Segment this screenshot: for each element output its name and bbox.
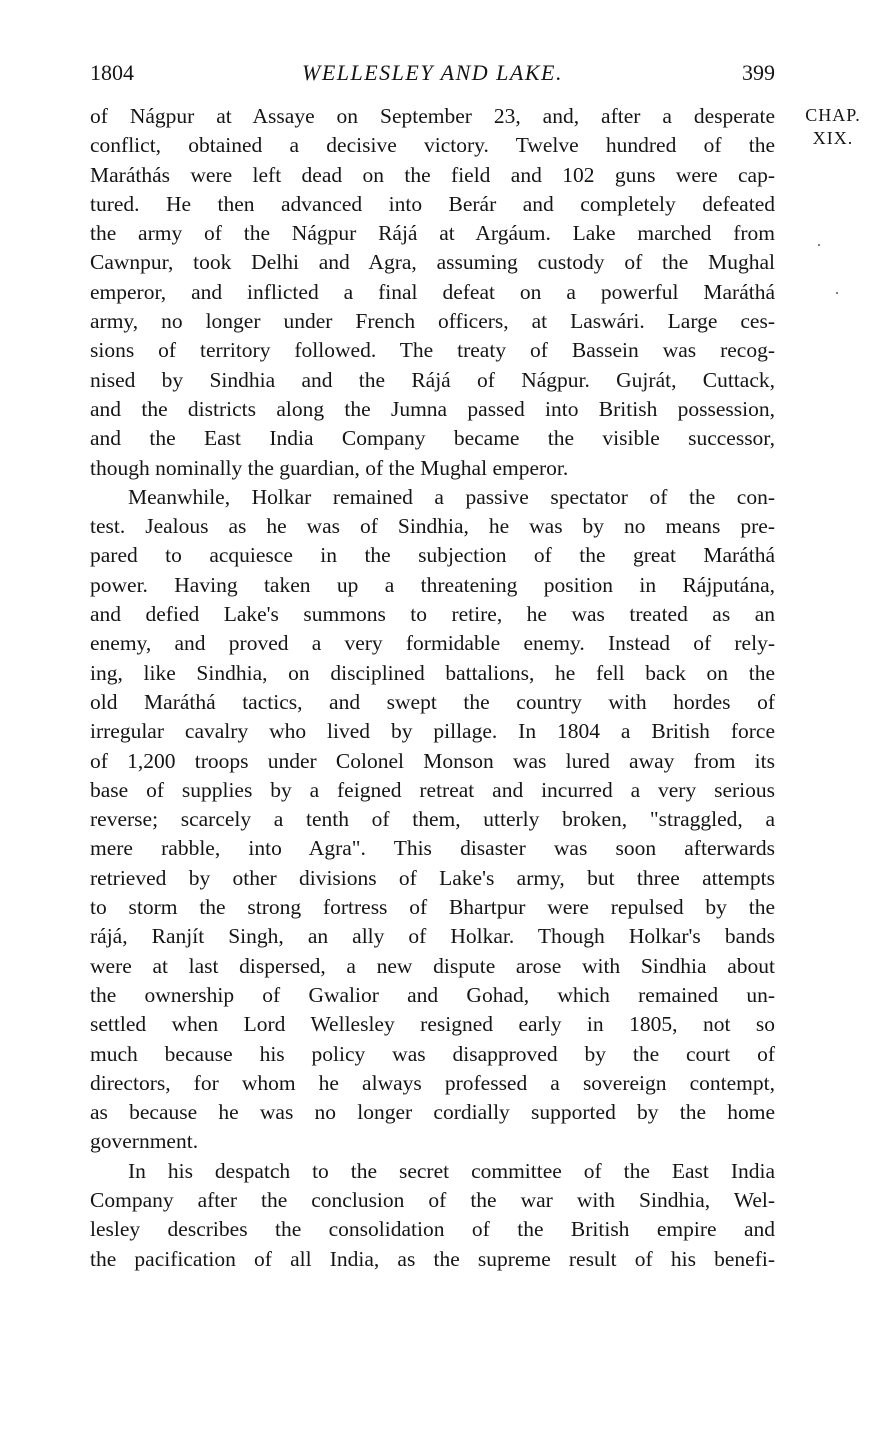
text-line: the pacification of all India, as the supreme result of his benefi-: [90, 1246, 775, 1271]
scan-speck: [836, 292, 838, 294]
text-line: much because his policy was disapproved by the court of: [90, 1041, 775, 1066]
text-line: sions of territory followed. The treaty of Bassein was recog-: [90, 338, 775, 363]
running-head-year: 1804: [90, 60, 134, 85]
text-line: Company after the conclusion of the war with Sindhia, Wel-: [90, 1187, 775, 1212]
text-line: irregular cavalry who lived by pillage. In 1804 a British force: [90, 719, 775, 744]
text-line: conflict, obtained a decisive victory. Twelve hundred of the: [90, 133, 775, 158]
body-text: [90, 102, 775, 1274]
paragraph-end-line: though nominally the guardian, of the Mughal emperor.: [90, 455, 569, 480]
text-line: rájá, Ranjít Singh, an ally of Holkar. Though Holkar's bands: [90, 924, 775, 949]
text-line: enemy, and proved a very formidable enemy. Instead of rely-: [90, 631, 775, 656]
page-number: 399: [742, 60, 775, 85]
text-line: Cawnpur, took Delhi and Agra, assuming custody of the Mughal: [90, 250, 775, 275]
text-line: old Maráthá tactics, and swept the country with hordes of: [90, 689, 775, 714]
text-line: retrieved by other divisions of Lake's army, but three attempts: [90, 865, 775, 890]
text-line: to storm the strong fortress of Bhartpur were repulsed by the: [90, 895, 775, 920]
text-line: settled when Lord Wellesley resigned early in 1805, not so: [90, 1012, 775, 1037]
text-line: test. Jealous as he was of Sindhia, he was by no means pre-: [90, 514, 775, 539]
text-line: were at last dispersed, a new dispute arose with Sindhia about: [90, 953, 775, 978]
text-line: of Nágpur at Assaye on September 23, and, after a desperate: [90, 104, 775, 128]
text-line: base of supplies by a feigned retreat and incurred a very serious: [90, 777, 775, 802]
chapter-label: CHAP.: [805, 105, 861, 125]
text-line: power. Having taken up a threatening position in Rájputána,: [90, 572, 775, 597]
text-line: nised by Sindhia and the Rájá of Nágpur. Gujrát, Cuttack,: [90, 367, 775, 392]
text-line: reverse; scarcely a tenth of them, utterly broken, "straggled, a: [90, 807, 775, 832]
text-line: the army of the Nágpur Rájá at Argáum. Lake marched from: [90, 221, 775, 246]
text-line: lesley describes the consolidation of the British empire and: [90, 1217, 775, 1242]
chapter-number: XIX.: [812, 128, 854, 148]
chapter-margin-note: [803, 104, 863, 150]
paragraph-end-line: government.: [90, 1129, 199, 1154]
text-line: the ownership of Gwalior and Gohad, which remained un-: [90, 982, 775, 1007]
text-line: tured. He then advanced into Berár and completely defeated: [90, 191, 775, 216]
text-line: and the districts along the Jumna passed into British possession,: [90, 396, 775, 421]
text-line: of 1,200 troops under Colonel Monson was lured away from its: [90, 748, 775, 773]
text-line: Maráthás were left dead on the field and 102 guns were cap-: [90, 162, 775, 187]
text-line: and defied Lake's summons to retire, he was treated as an: [90, 602, 775, 627]
text-line: mere rabble, into Agra". This disaster was soon afterwards: [90, 836, 775, 861]
text-line: emperor, and inflicted a final defeat on a powerful Maráthá: [90, 279, 775, 304]
text-line: and the East India Company became the visible successor,: [90, 426, 775, 451]
text-line: pared to acquiesce in the subjection of the great Maráthá: [90, 543, 775, 568]
text-line: army, no longer under French officers, at Laswári. Large ces-: [90, 309, 775, 334]
text-line: ing, like Sindhia, on disciplined battalions, he fell back on the: [90, 660, 775, 685]
text-line: as because he was no longer cordially supported by the home: [90, 1100, 775, 1125]
text-line: directors, for whom he always professed a sovereign contempt,: [90, 1070, 775, 1095]
paragraph-start-line: In his despatch to the secret committee of the East India: [128, 1158, 775, 1183]
running-head-title: WELLESLEY AND LAKE.: [302, 60, 563, 85]
paragraph-start-line: Meanwhile, Holkar remained a passive spectator of the con-: [128, 484, 775, 509]
scan-speck: [818, 244, 820, 246]
running-head: [90, 58, 775, 88]
